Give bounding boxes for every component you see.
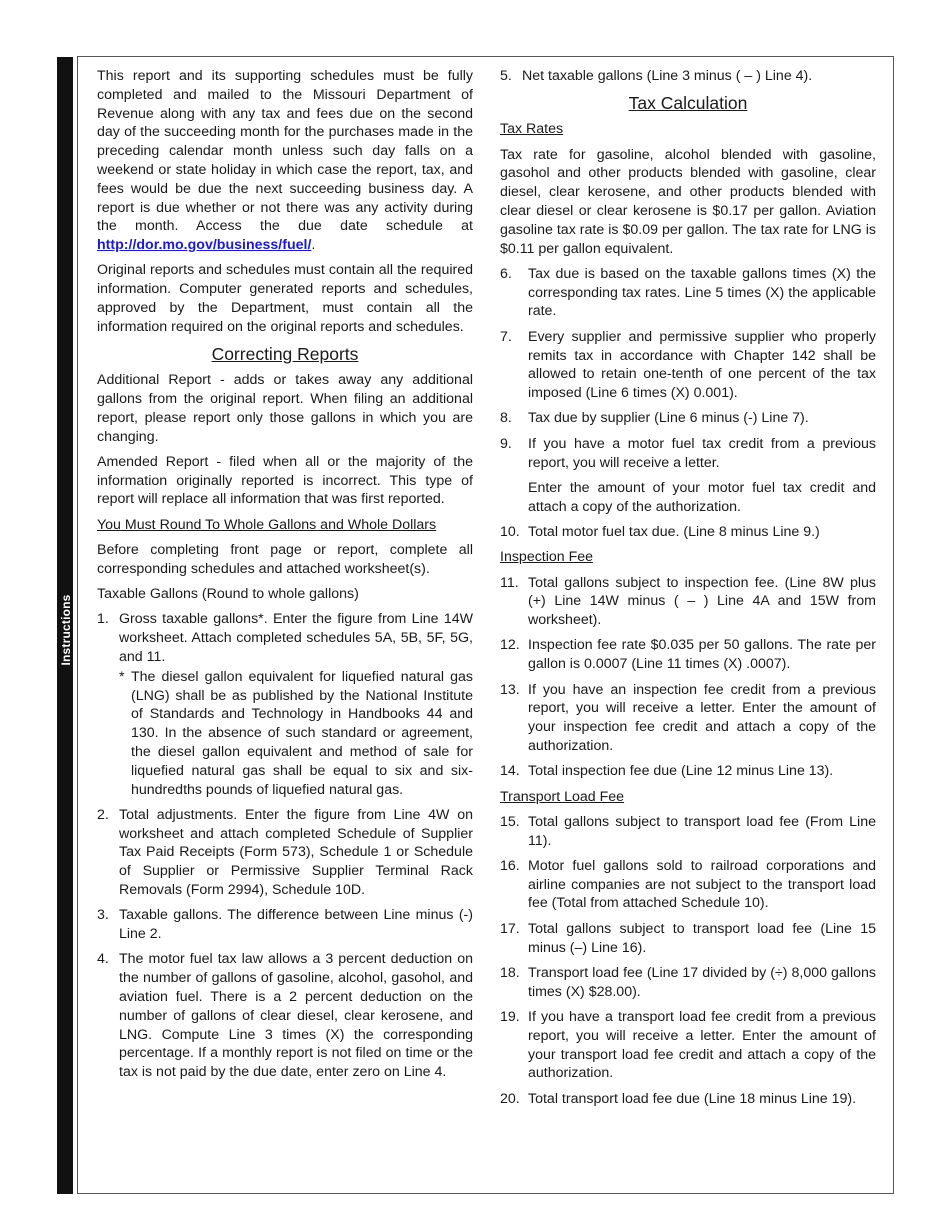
instruction-item-8: 8. Tax due by supplier (Line 6 minus (-) Line 7).: [500, 410, 809, 427]
instruction-item-12: 12. Inspection fee rate $0.035 per 50 gallons. The rate per gallon is 0.0007 (Line 11 times (X) .0007).: [500, 637, 876, 673]
original-reports-paragraph: Original reports and schedules must contain all the required information. Computer generated reports and schedules, approved by the Department, must contain all the information required on the original reports and schedules.: [97, 262, 473, 335]
instruction-item-9: 9. If you have a motor fuel tax credit from a previous report, you will receive a letter.: [500, 435, 876, 471]
rounding-heading: You Must Round To Whole Gallons and Whole Dollars: [97, 516, 437, 533]
tax-calculation-heading: Tax Calculation: [628, 93, 748, 114]
sidebar-label: Instructions: [59, 594, 73, 666]
instruction-item-16: 16. Motor fuel gallons sold to railroad corporations and airline companies are not subject to the transport load fee (Total from attached Schedule 10).: [500, 857, 876, 912]
instruction-item-7: 7. Every supplier and permissive supplier who properly remits tax in accordance with Chapter 142 shall be allowed to retain one-tenth of one percent of the tax imposed (Line 6 times (X) 0.001).: [500, 328, 876, 402]
left-column: [97, 67, 473, 1089]
before-completing-paragraph: Before completing front page or report, complete all corresponding schedules and attached worksheet(s).: [97, 542, 473, 577]
instruction-item-3: 3. Taxable gallons. The difference between Line minus (-) Line 2.: [97, 907, 473, 943]
instruction-item-13: 13. If you have an inspection fee credit from a previous report, you will receive a letter. Enter the amount of your inspection fee credit and attach a copy of the authorization.: [500, 681, 876, 754]
instruction-item-1: 1. Gross taxable gallons*. Enter the figure from Line 14W worksheet. Attach completed schedules 5A, 5B, 5F, 5G, and 11. * The diesel gallon equivalent for liquefied natural gas (LNG) shall be as published by the National Institute of Standards and Technology in Handbooks 44 and 130. In the absence of such standard or agreement, the diesel gallon equivalent and method of sale for liquefied natural gas shall be equal to six and six-hundredths pounds of liquefied natural gas.: [97, 611, 473, 798]
amended-report-paragraph: Amended Report - filed when all or the majority of the information originally reported is incorrect. This type of report will replace all information that was first reported.: [97, 453, 473, 508]
instruction-item-4: 4. The motor fuel tax law allows a 3 percent deduction on the number of gallons of gasoline, alcohol, gasohol, and aviation fuel. There is a 2 percent deduction on the number of gallons of clear diesel, clear kerosene, and LNG. Compute Line 3 times (X) the corresponding percentage. If a monthly report is not filed on time or the tax is not paid by the due date, enter zero on Line 4.: [97, 951, 473, 1081]
item-9-continuation: Enter the amount of your motor fuel tax credit and attach a copy of the authorization.: [528, 479, 876, 515]
instruction-item-18: 18. Transport load fee (Line 17 divided by (÷) 8,000 gallons times (X) $28.00).: [500, 964, 876, 1000]
instruction-item-19: 19. If you have a transport load fee credit from a previous report, you will receive a letter. Enter the amount of your transport load fee credit and attach a copy of the authorization.: [500, 1008, 876, 1082]
tax-rates-paragraph: Tax rate for gasoline, alcohol blended with gasoline, gasohol and other products blended with gasoline, clear diesel, clear kerosene, and other products blended with clear diesel or clear kerosene is $0.17 per gallon. Aviation gasoline tax rate is $0.09 per gallon. The tax rate for LNG is $0.11 per gallon equivalent.: [500, 146, 876, 257]
instruction-item-11: 11. Total gallons subject to inspection fee. (Line 8W plus (+) Line 14W minus ( – ) Line 4A and 15W from worksheet).: [500, 574, 876, 629]
instruction-item-20: 20. Total transport load fee due (Line 18 minus Line 19).: [500, 1090, 857, 1107]
taxable-gallons-label: Taxable Gallons (Round to whole gallons): [97, 586, 359, 603]
instruction-item-2: 2. Total adjustments. Enter the figure from Line 4W on worksheet and attach completed Schedule of Supplier Tax Paid Receipts (Form 573), Schedule 1 or Schedule of Supplier or Permissive Supplier Terminal Rack Removals (Form 2994), Schedule 10D.: [97, 806, 473, 899]
lng-footnote: * The diesel gallon equivalent for liquefied natural gas (LNG) shall be as published by the National Institute of Standards and Technology in Handbooks 44 and 130. In the absence of such standard or agreement, the diesel gallon equivalent and method of sale for liquefied natural gas shall be equal to six and six-hundredths pounds of liquefied natural gas.: [119, 668, 473, 798]
instruction-item-5: 5. Net taxable gallons (Line 3 minus ( – ) Line 4).: [500, 68, 813, 84]
instruction-item-14: 14. Total inspection fee due (Line 12 minus Line 13).: [500, 763, 834, 780]
inspection-fee-heading: Inspection Fee: [500, 549, 594, 566]
additional-report-paragraph: Additional Report - adds or takes away any additional gallons from the original report. When filing an additional report, please report only those gallons in which you are changing.: [97, 372, 473, 445]
instruction-item-10: 10. Total motor fuel tax due. (Line 8 minus Line 9.): [500, 523, 820, 540]
correcting-reports-heading: Correcting Reports: [211, 344, 359, 365]
fuel-due-date-link[interactable]: http://dor.mo.gov/business/fuel/: [97, 237, 312, 254]
tax-rates-heading: Tax Rates: [500, 121, 564, 138]
right-column: [500, 67, 876, 1115]
transport-load-fee-heading: Transport Load Fee: [500, 788, 625, 805]
instruction-item-17: 17. Total gallons subject to transport load fee (Line 15 minus (–) Line 16).: [500, 920, 876, 956]
intro-paragraph: This report and its supporting schedules must be fully completed and mailed to the Missouri Department of Revenue along with any tax and fees due on the second day of the succeeding month for the purchases made in the preceding calendar month unless such day falls on a weekend or state holiday in which case the report, tax, and fees would be due the next succeeding business day. A report is due whether or not there was any activity during the month. Access the due date schedule at http://dor.mo.gov/business/fuel/.: [97, 68, 473, 254]
instruction-item-15: 15. Total gallons subject to transport load fee (From Line 11).: [500, 813, 876, 849]
instruction-item-6: 6. Tax due is based on the taxable gallons times (X) the corresponding tax rates. Line 5 times (X) the applicable rate.: [500, 265, 876, 320]
